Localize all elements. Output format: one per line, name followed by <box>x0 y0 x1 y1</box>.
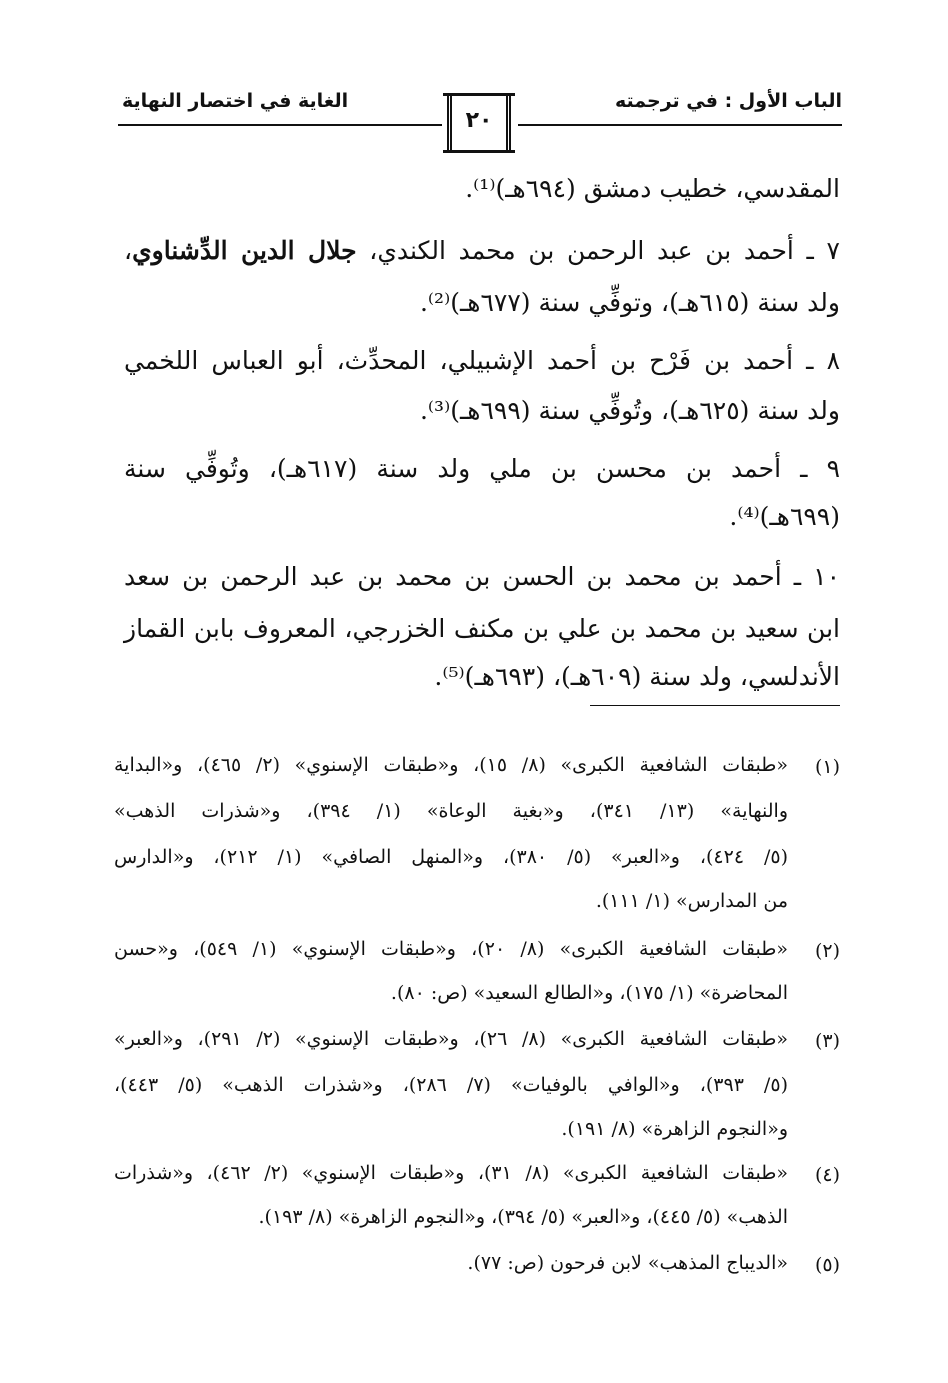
footnote-line: (٥/ ٣٩٣)، و«الوافي بالوفيات» (٧/ ٢٨٦)، و«شذرات الذهب» (٥/ ٤٤٣)، <box>114 1074 788 1096</box>
footnote-number: (٢) <box>814 940 840 962</box>
page-number-frame <box>447 96 511 150</box>
chapter-title: الباب الأول : في ترجمته <box>615 90 842 112</box>
footnote-line: «طبقات الشافعية الكبرى» (٨/ ٣١)، و«طبقات الإسنوي» (٢/ ٤٦٢)، و«شذرات <box>114 1162 788 1184</box>
body-line: المقدسي، خطيب دمشق (٦٩٤هـ)⁽¹⁾. <box>465 174 840 203</box>
body-line: ٨ ـ أحمد بن فَرْح بن أحمد الإشبيلي، المحدِّث، أبو العباس اللخمي <box>124 346 840 375</box>
footnote-line: و«النجوم الزاهرة» (٨/ ١٩١). <box>561 1118 788 1140</box>
body-line: ١٠ ـ أحمد بن محمد بن الحسن بن محمد بن عبد الرحمن بن سعد <box>124 562 840 591</box>
footnote-line: «طبقات الشافعية الكبرى» (٨/ ٢٦)، و«طبقات الإسنوي» (٢/ ٢٩١)، و«العبر» <box>114 1028 788 1050</box>
footnote-line: «الديباج المذهب» لابن فرحون (ص: ٧٧). <box>467 1252 788 1274</box>
footnote-number: (٤) <box>814 1164 840 1186</box>
body-line: ولد سنة (٦٢٥هـ)، وتُوفِّي سنة (٦٩٩هـ)⁽³⁾. <box>419 396 840 425</box>
body-line: الأندلسي، ولد سنة (٦٠٩هـ)، (٦٩٣هـ)⁽⁵⁾. <box>434 662 840 691</box>
page-number: ٢٠ <box>465 108 493 133</box>
body-line: ٧ ـ أحمد بن عبد الرحمن بن محمد الكندي، جلال الدين الدِّشناوي، <box>124 236 840 265</box>
footnote-line: «طبقات الشافعية الكبرى» (٨/ ٢٠)، و«طبقات الإسنوي» (١/ ٥٤٩)، و«حسن <box>114 938 788 960</box>
footnote-line: الذهب» (٥/ ٤٤٥)، و«العبر» (٥/ ٣٩٤)، و«النجوم الزاهرة» (٨/ ١٩٣). <box>258 1206 788 1228</box>
body-line: (٦٩٩هـ)⁽⁴⁾. <box>729 502 840 531</box>
book-title: الغاية في اختصار النهاية <box>122 90 349 112</box>
footnote-line: من المدارس» (١/ ١١١). <box>595 890 788 912</box>
scholar-name-bold: جلال الدين الدِّشناوي <box>132 236 357 265</box>
body-line: ابن سعيد بن محمد بن علي بن مكنف الخزرجي، المعروف بابن القماز <box>124 614 840 643</box>
footnote-separator <box>590 705 840 706</box>
header-rule-right <box>518 124 842 126</box>
footnote-number: (١) <box>814 756 840 778</box>
body-line: ٩ ـ أحمد بن محسن بن ملي ولد سنة (٦١٧هـ)، وتُوفِّي سنة <box>124 454 840 483</box>
footnote-line: المحاضرة» (١/ ١٧٥)، و«الطالع السعيد» (ص: ٨٠). <box>390 982 788 1004</box>
header-rule-left <box>118 124 442 126</box>
footnote-line: (٥/ ٤٢٤)، و«العبر» (٥/ ٣٨٠)، و«المنهل الصافي» (١/ ٢١٢)، و«الدارس <box>114 846 789 868</box>
footnote-line: والنهاية» (١٣/ ٣٤١)، و«بغية الوعاة» (١/ ٣٩٤)، و«شذرات الذهب» <box>114 800 789 822</box>
footnote-number: (٣) <box>814 1030 840 1052</box>
body-line: ولد سنة (٦١٥هـ)، وتوفِّي سنة (٦٧٧هـ)⁽²⁾. <box>419 288 840 317</box>
footnote-line: «طبقات الشافعية الكبرى» (٨/ ١٥)، و«طبقات الإسنوي» (٢/ ٤٦٥)، و«البداية <box>114 754 788 776</box>
footnote-number: (٥) <box>814 1254 840 1276</box>
